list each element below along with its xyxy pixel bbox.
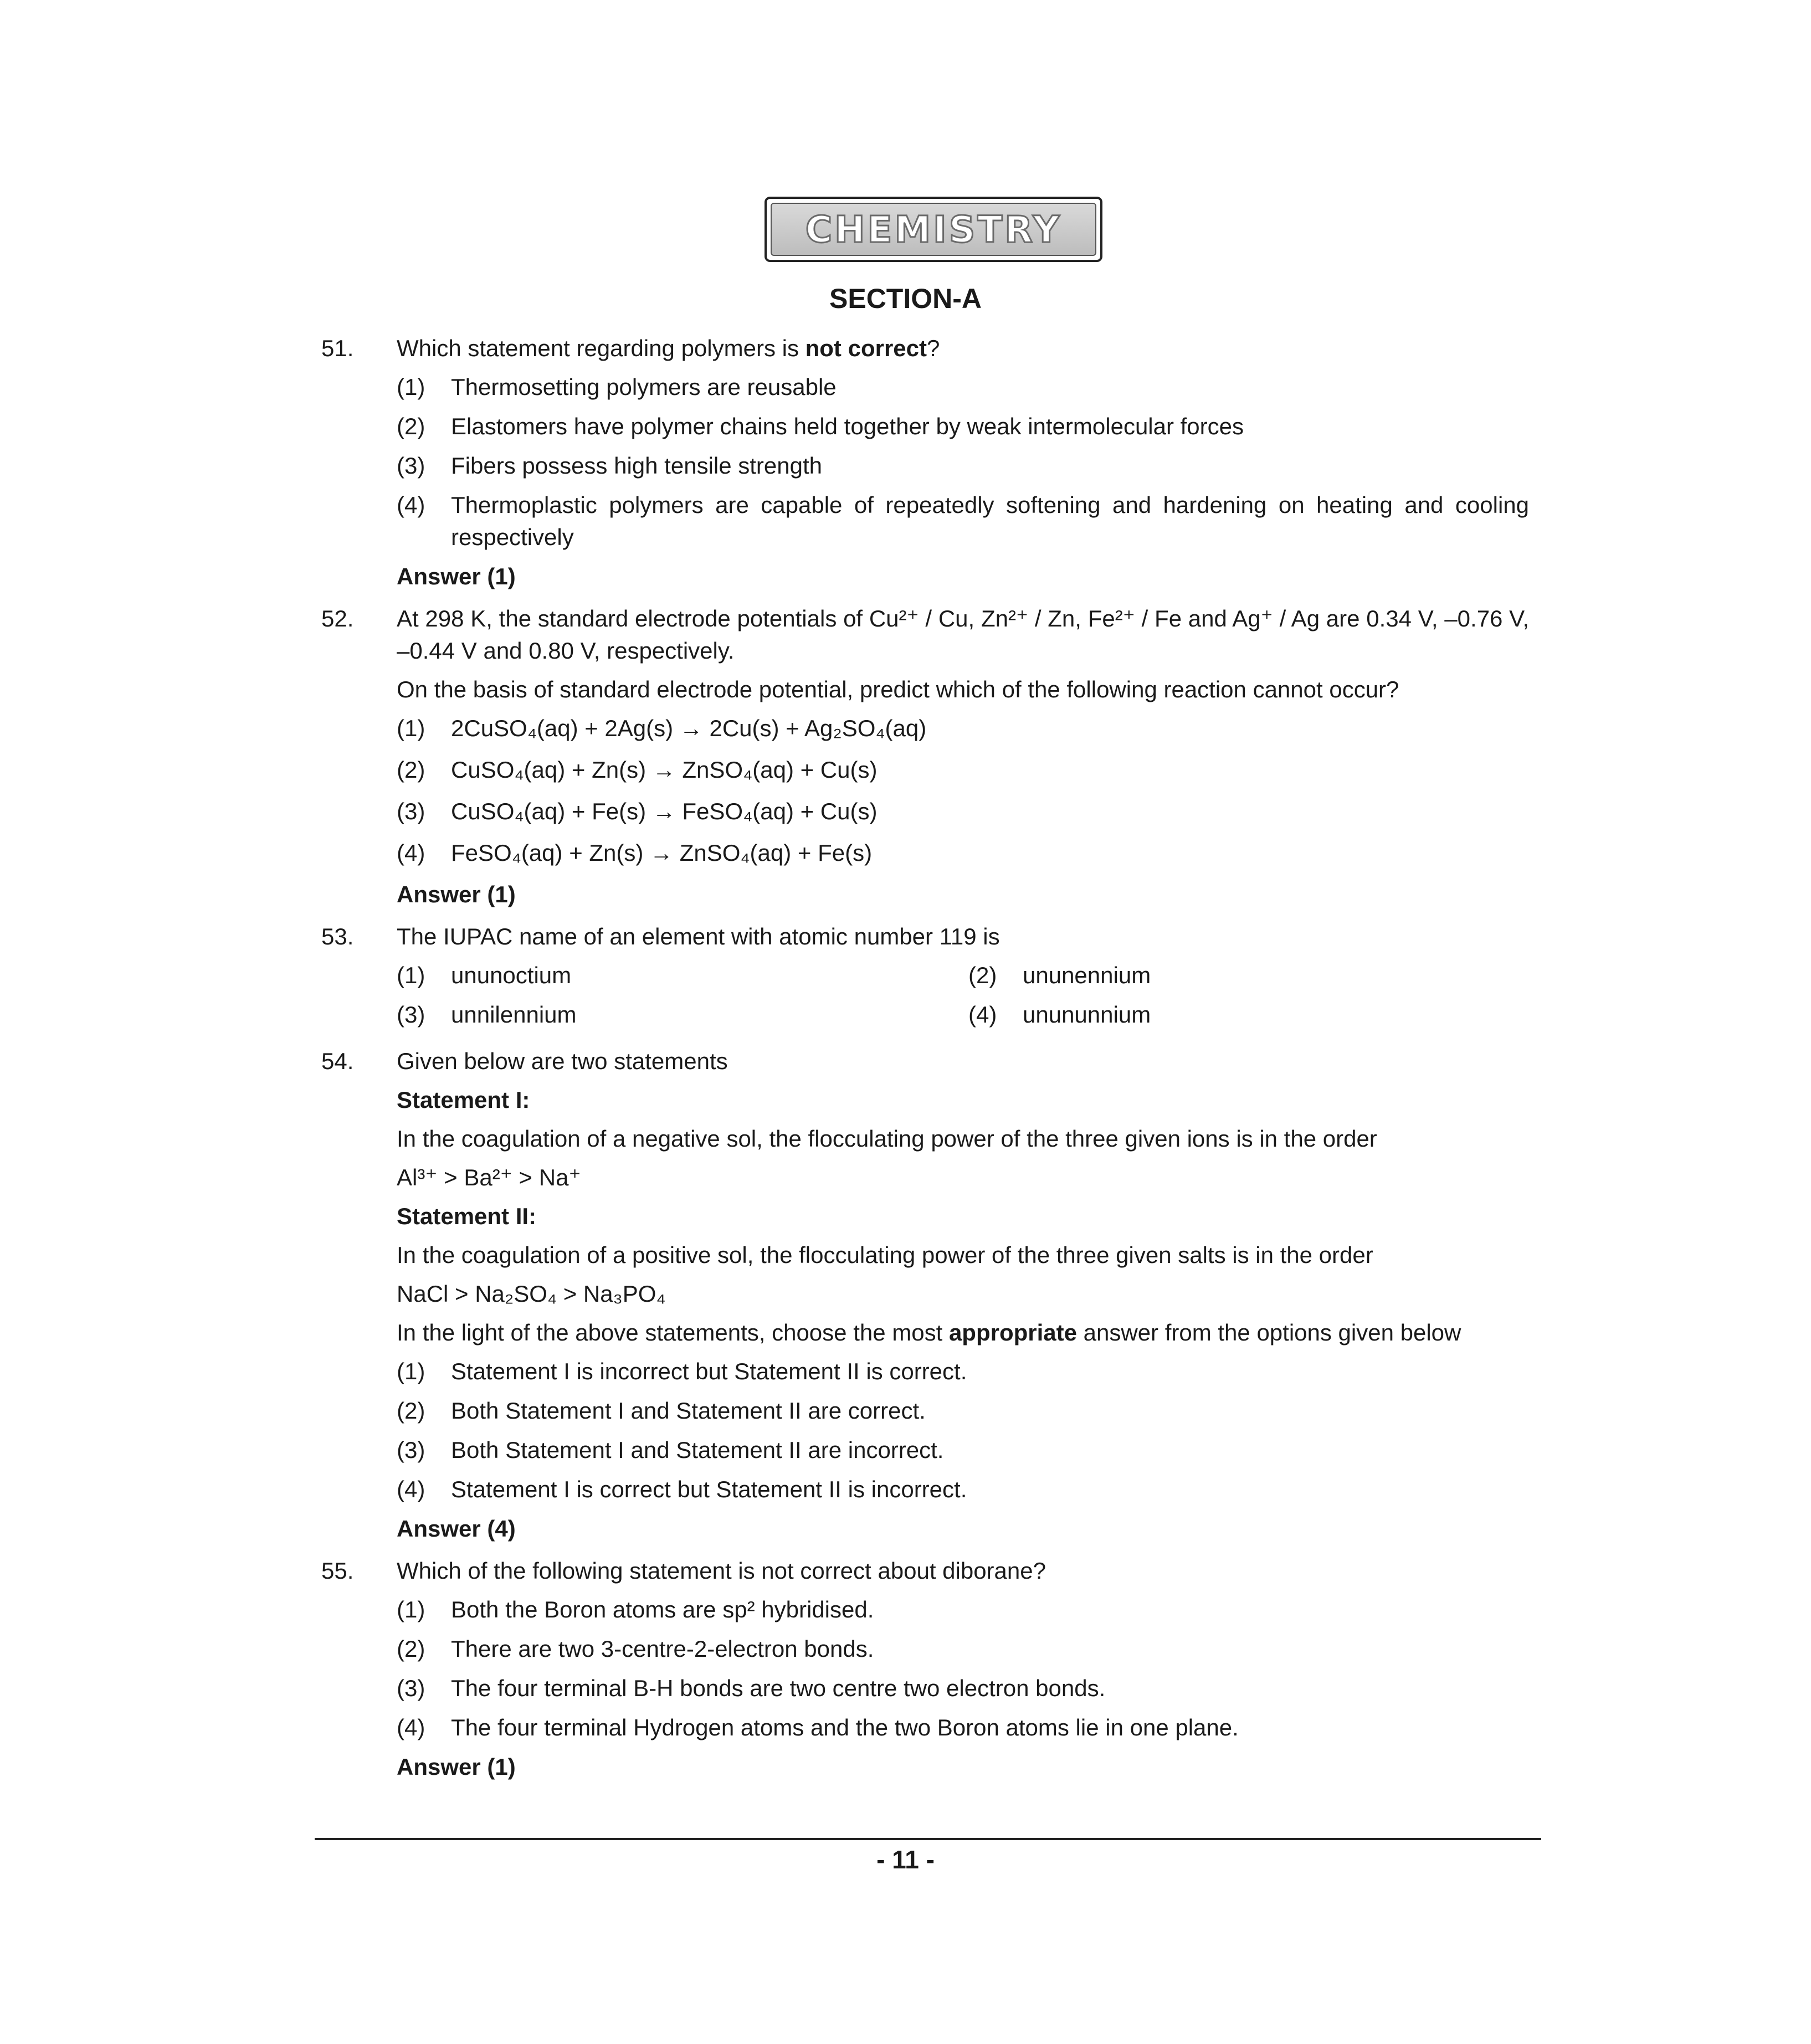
instruction-text: In the light of the above statements, choose the most appropriate answer from the options given below xyxy=(397,1319,1461,1345)
option-1 xyxy=(397,371,1529,403)
option-text: Both Statement I and Statement II are correct. xyxy=(451,1398,926,1424)
option-text: There are two 3-centre-2-electron bonds. xyxy=(451,1636,874,1662)
question-text: Given below are two statements xyxy=(397,1048,728,1074)
option-number: (2) xyxy=(397,413,425,439)
subject-title: CHEMISTRY xyxy=(805,208,1062,251)
option-number: (4) xyxy=(397,840,425,866)
question-number: 51. xyxy=(321,335,354,361)
option-text: Fibers possess high tensile strength xyxy=(451,453,823,479)
option-2 xyxy=(397,754,1529,786)
option-number: (1) xyxy=(397,1358,425,1384)
option-text: Thermoplastic polymers are capable of repeatedly softening and hardening on heating and cooling respectively xyxy=(451,492,1529,550)
option-number: (3) xyxy=(397,453,425,479)
subject-header-inner xyxy=(771,203,1096,256)
option-number: (4) xyxy=(397,492,425,518)
option-number: (1) xyxy=(397,962,425,988)
option-text: Thermosetting polymers are reusable xyxy=(451,374,837,400)
option-number: (2) xyxy=(397,757,425,783)
option-number: (3) xyxy=(397,798,425,824)
option-text: CuSO₄(aq) + Zn(s) → ZnSO₄(aq) + Cu(s) xyxy=(451,757,878,783)
question-55 xyxy=(321,1555,1529,1783)
answer: Answer (1) xyxy=(397,881,516,907)
option-1 xyxy=(397,959,968,992)
section-title: SECTION-A xyxy=(829,283,982,314)
option-number: (3) xyxy=(397,1675,425,1701)
option-text: Statement I is incorrect but Statement II is correct. xyxy=(451,1358,967,1384)
question-number: 53. xyxy=(321,923,354,949)
option-2 xyxy=(968,959,1522,992)
option-text: FeSO₄(aq) + Zn(s) → ZnSO₄(aq) + Fe(s) xyxy=(451,840,873,866)
footer-divider xyxy=(315,1838,1541,1840)
option-text: CuSO₄(aq) + Fe(s) → FeSO₄(aq) + Cu(s) xyxy=(451,798,878,824)
question-51 xyxy=(321,332,1529,593)
option-number: (3) xyxy=(397,1437,425,1463)
option-text: Both the Boron atoms are sp² hybridised. xyxy=(451,1596,874,1622)
option-1 xyxy=(397,712,1529,744)
question-52 xyxy=(321,603,1529,911)
option-4 xyxy=(397,1712,1529,1744)
option-text: Elastomers have polymer chains held together by weak intermolecular forces xyxy=(451,413,1244,439)
question-54 xyxy=(321,1045,1529,1545)
option-number: (4) xyxy=(397,1476,425,1502)
questions-list xyxy=(321,332,1529,1783)
option-1 xyxy=(397,1355,1529,1388)
options-list xyxy=(397,371,1529,553)
option-number: (1) xyxy=(397,1596,425,1622)
question-number: 54. xyxy=(321,1048,354,1074)
option-3 xyxy=(397,1672,1529,1704)
option-4 xyxy=(397,837,1529,869)
option-number: (3) xyxy=(397,1002,425,1028)
question-subtext: On the basis of standard electrode potential, predict which of the following reaction cannot occur? xyxy=(397,676,1399,702)
option-2 xyxy=(397,1633,1529,1665)
option-number: (1) xyxy=(397,715,425,741)
question-53 xyxy=(321,921,1529,1031)
option-number: (4) xyxy=(397,1714,425,1740)
option-number: (2) xyxy=(397,1636,425,1662)
answer: Answer (1) xyxy=(397,563,516,589)
option-1 xyxy=(397,1594,1529,1626)
option-number: (1) xyxy=(397,374,425,400)
option-4 xyxy=(397,489,1529,553)
statement-1-text: In the coagulation of a negative sol, the flocculating power of the three given ions is in the order xyxy=(397,1126,1377,1152)
statement-2-order: NaCl > Na₂SO₄ > Na₃PO₄ xyxy=(397,1281,666,1307)
option-text: The four terminal B-H bonds are two centre two electron bonds. xyxy=(451,1675,1106,1701)
question-number: 52. xyxy=(321,605,354,631)
question-text: The IUPAC name of an element with atomic number 119 is xyxy=(397,923,1000,949)
answer: Answer (4) xyxy=(397,1516,516,1542)
question-text: Which statement regarding polymers is not correct? xyxy=(397,335,940,361)
options-list xyxy=(397,1594,1529,1744)
option-2 xyxy=(397,1395,1529,1427)
option-text: unnilennium xyxy=(451,1002,577,1028)
options-list xyxy=(397,712,1529,869)
option-4 xyxy=(397,1473,1529,1506)
answer: Answer (1) xyxy=(397,1754,516,1780)
option-3 xyxy=(397,795,1529,828)
option-text: ununennium xyxy=(1023,962,1151,988)
option-text: ununoctium xyxy=(451,962,572,988)
option-text: Both Statement I and Statement II are incorrect. xyxy=(451,1437,944,1463)
option-number: (4) xyxy=(968,1002,997,1028)
question-text: Which of the following statement is not correct about diborane? xyxy=(397,1558,1046,1584)
option-number: (2) xyxy=(397,1398,425,1424)
statement-1-order: Al³⁺ > Ba²⁺ > Na⁺ xyxy=(397,1164,581,1190)
option-text: Statement I is correct but Statement II is incorrect. xyxy=(451,1476,967,1502)
subject-header-box xyxy=(765,197,1102,262)
page-number: - 11 - xyxy=(876,1845,935,1874)
options-list xyxy=(397,1355,1529,1506)
option-text: unununnium xyxy=(1023,1002,1151,1028)
option-text: 2CuSO₄(aq) + 2Ag(s) → 2Cu(s) + Ag₂SO₄(aq) xyxy=(451,715,927,741)
statement-2-text: In the coagulation of a positive sol, the flocculating power of the three given salts is in the order xyxy=(397,1242,1373,1268)
statement-2-label: Statement II: xyxy=(397,1203,537,1229)
option-3 xyxy=(397,999,968,1031)
statement-1-label: Statement I: xyxy=(397,1087,530,1113)
option-text: The four terminal Hydrogen atoms and the two Boron atoms lie in one plane. xyxy=(451,1714,1239,1740)
option-2 xyxy=(397,410,1529,443)
question-number: 55. xyxy=(321,1558,354,1584)
option-3 xyxy=(397,450,1529,482)
options-grid xyxy=(397,959,1529,1031)
option-3 xyxy=(397,1434,1529,1466)
option-4 xyxy=(968,999,1522,1031)
option-number: (2) xyxy=(968,962,997,988)
question-text: At 298 K, the standard electrode potentials of Cu²⁺ / Cu, Zn²⁺ / Zn, Fe²⁺ / Fe and Ag⁺ / Ag are 0.34 V, –0.76 V, –0.44 V and 0.80 V, respectively. xyxy=(397,605,1529,664)
